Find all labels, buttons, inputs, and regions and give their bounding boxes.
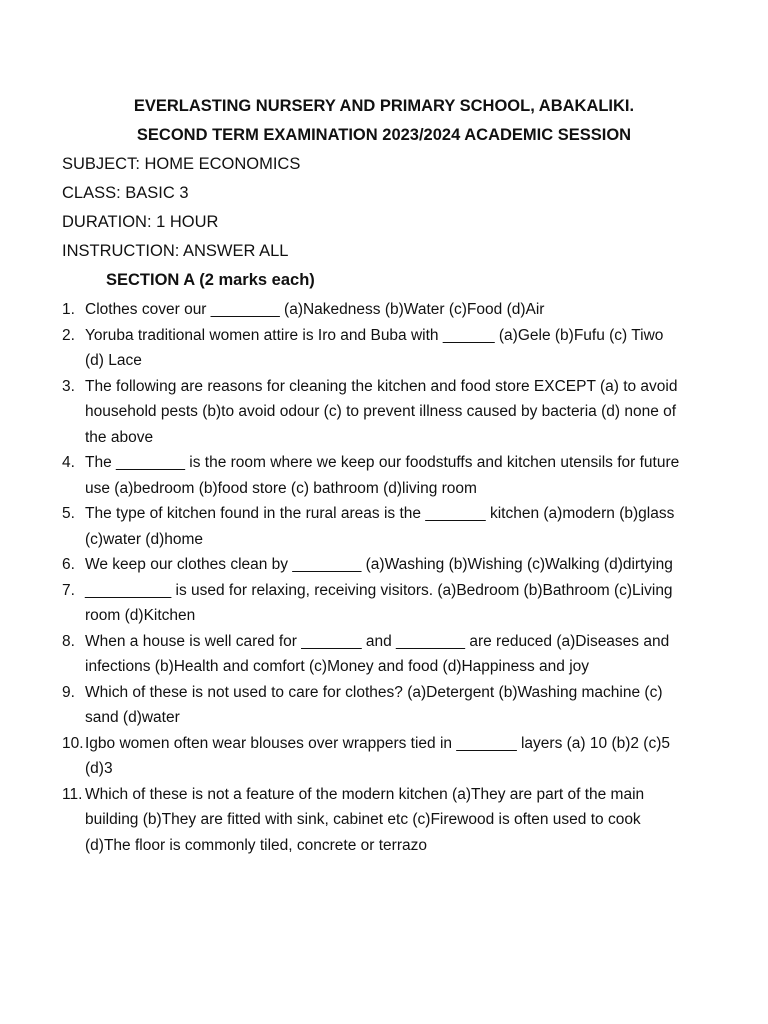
question-list	[62, 297, 682, 858]
subject-line: SUBJECT: HOME ECONOMICS	[62, 155, 301, 173]
question-text: We keep our clothes clean by ________ (a)Washing (b)Wishing (c)Walking (d)dirtying	[85, 556, 673, 573]
question-text: The ________ is the room where we keep our foodstuffs and kitchen utensils for future use (a)bedroom (b)food store (c) bathroom (d)living room	[85, 454, 680, 497]
question-item	[62, 680, 682, 731]
question-item	[62, 782, 682, 859]
question-number: 5.	[62, 505, 75, 522]
question-item	[62, 629, 682, 680]
duration-line: DURATION: 1 HOUR	[62, 213, 219, 231]
question-text: __________ is used for relaxing, receiving visitors. (a)Bedroom (b)Bathroom (c)Living room (d)Kitchen	[85, 581, 673, 624]
question-number: 3.	[62, 377, 75, 395]
question-number: 1.	[62, 301, 75, 318]
question-text: The type of kitchen found in the rural areas is the _______ kitchen (a)modern (b)glass (c)water (d)home	[85, 505, 675, 548]
question-number: 4.	[62, 454, 75, 471]
question-number: 2.	[62, 326, 75, 344]
question-text: Igbo women often wear blouses over wrappers tied in _______ layers (a) 10 (b)2 (c)5 (d)3	[85, 734, 671, 777]
question-text: Yoruba traditional women attire is Iro and Buba with ______ (a)Gele (b)Fufu (c) Tiwo (d) Lace	[85, 326, 664, 369]
question-item	[62, 297, 682, 323]
instruction-line: INSTRUCTION: ANSWER ALL	[62, 242, 289, 260]
exam-title-heading: SECOND TERM EXAMINATION 2023/2024 ACADEMIC SESSION	[136, 126, 632, 144]
class-line: CLASS: BASIC 3	[62, 184, 189, 202]
question-item	[62, 501, 682, 552]
question-number: 11.	[62, 785, 83, 803]
section-a-title: SECTION A (2 marks each)	[106, 271, 315, 289]
question-item	[62, 374, 682, 451]
question-number: 9.	[62, 683, 75, 701]
school-name-heading: EVERLASTING NURSERY AND PRIMARY SCHOOL, ABAKALIKI.	[133, 97, 635, 115]
question-text: Clothes cover our ________ (a)Nakedness (b)Water (c)Food (d)Air	[85, 301, 545, 318]
question-item	[62, 323, 682, 374]
question-number: 6.	[62, 556, 75, 573]
question-text: Which of these is not used to care for clothes? (a)Detergent (b)Washing machine (c) sand (d)water	[85, 683, 663, 726]
question-item	[62, 450, 682, 501]
question-text: The following are reasons for cleaning the kitchen and food store EXCEPT (a) to avoid household pests (b)to avoid odour (c) to prevent illness caused by bacteria (d) none of the above	[85, 377, 678, 446]
question-number: 8.	[62, 632, 75, 650]
question-text: Which of these is not a feature of the modern kitchen (a)They are part of the main building (b)They are fitted with sink, cabinet etc (c)Firewood is often used to cook (d)The floor is commonly tiled, concrete or terrazo	[85, 785, 645, 854]
question-item	[62, 731, 682, 782]
question-item	[62, 552, 682, 578]
question-item	[62, 578, 682, 629]
question-number: 7.	[62, 581, 75, 599]
question-number: 10.	[62, 734, 84, 752]
question-text: When a house is well cared for _______ and ________ are reduced (a)Diseases and infections (b)Health and comfort (c)Money and food (d)Happiness and joy	[85, 632, 670, 675]
